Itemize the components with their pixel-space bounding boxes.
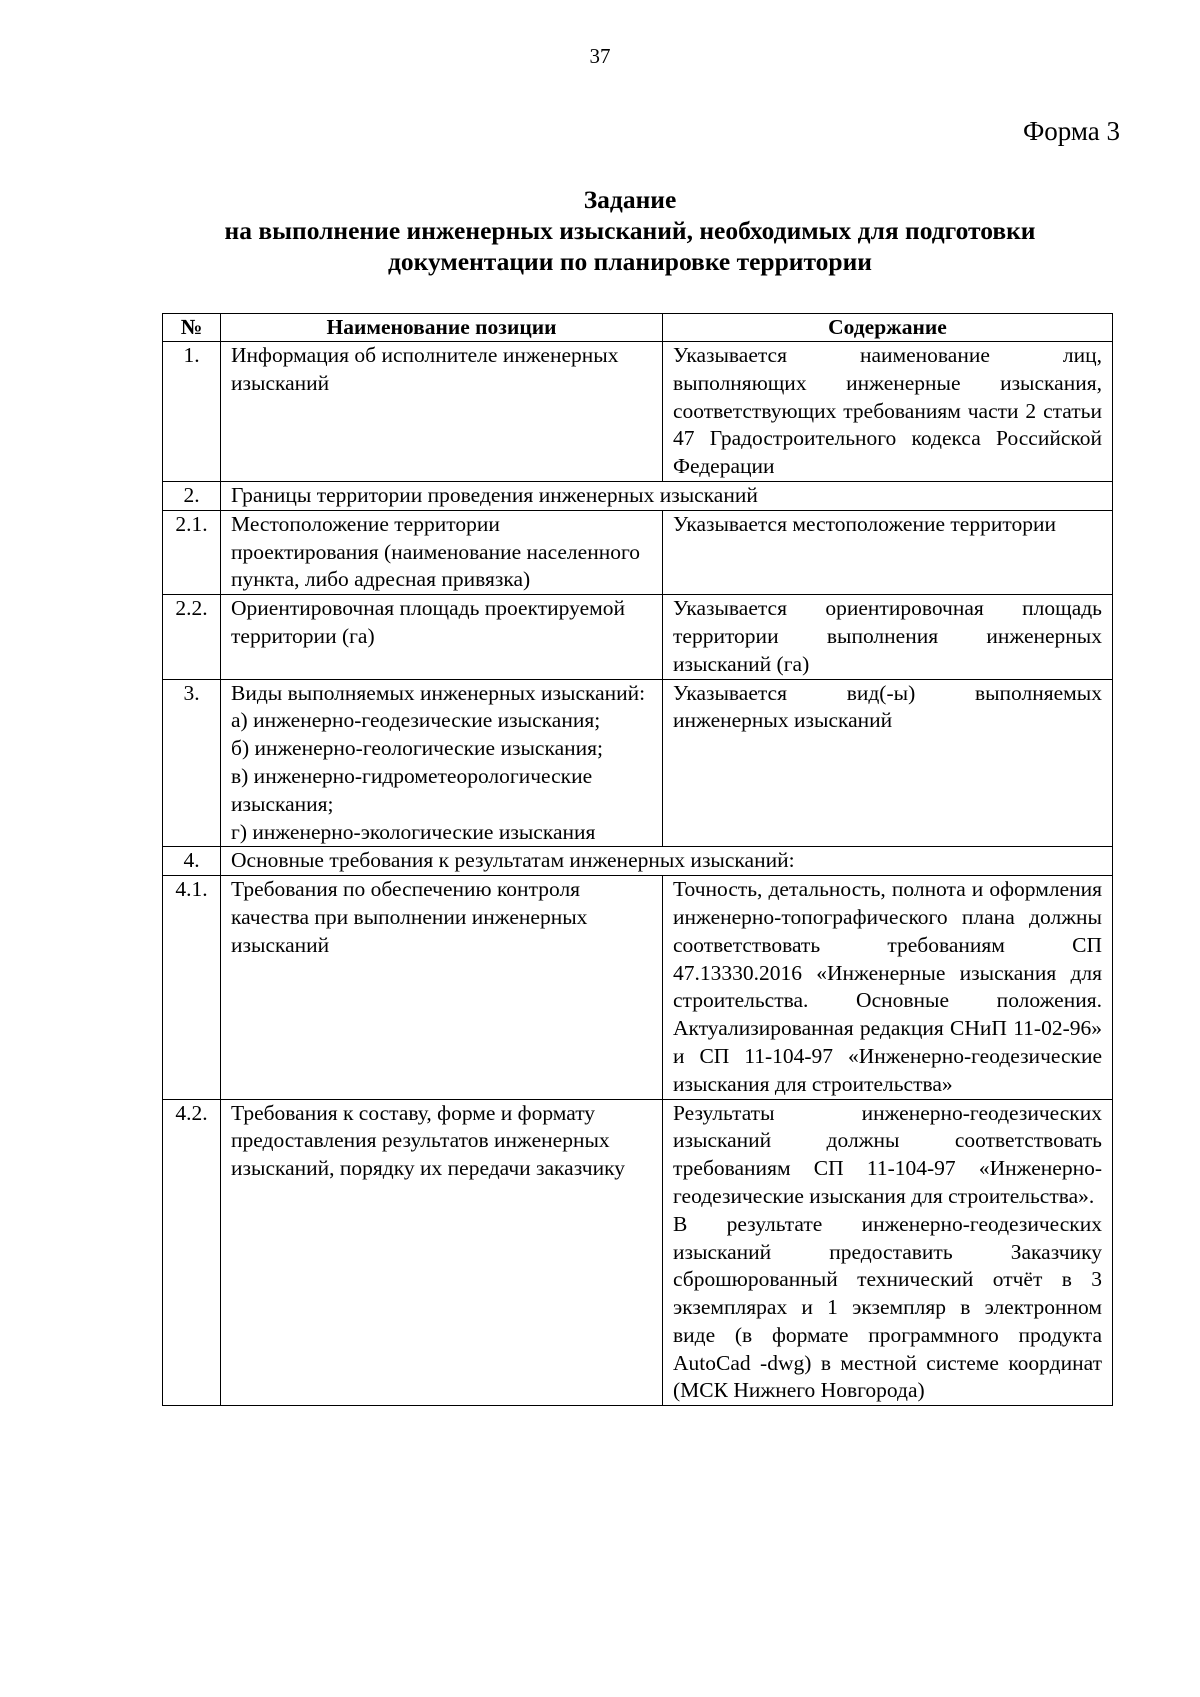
survey-type-item: г) инженерно-экологические изыскания [231, 819, 596, 844]
row-number: 4. [163, 847, 221, 876]
survey-type-item: а) инженерно-геодезические изыскания; [231, 708, 601, 733]
table-row [163, 481, 1113, 510]
row-content [663, 1099, 1113, 1406]
title-line-1: Задание [583, 185, 677, 214]
row-number: 2. [163, 481, 221, 510]
table-row [163, 342, 1113, 482]
row-number: 2.2. [163, 595, 221, 679]
row-number: 4.2. [163, 1099, 221, 1406]
row-number: 4.1. [163, 876, 221, 1099]
table-row [163, 876, 1113, 1099]
table-row [163, 595, 1113, 679]
row-number: 3. [163, 679, 221, 847]
row-content: Указывается вид(-ы) выполняемых инженерных изысканий [663, 679, 1113, 847]
header-name: Наименование позиции [221, 314, 663, 342]
table-row [163, 847, 1113, 876]
row-section-title: Основные требования к результатам инженерных изысканий: [221, 847, 1113, 876]
form-label: Форма 3 [1022, 116, 1120, 146]
row-section-title: Границы территории проведения инженерных изысканий [221, 481, 1113, 510]
table-row [163, 1099, 1113, 1406]
row-name: Ориентировочная площадь проектируемой территории (га) [221, 595, 663, 679]
row-number: 2.1. [163, 510, 221, 594]
survey-types-intro: Виды выполняемых инженерных изысканий: [231, 680, 646, 705]
header-num: № [163, 314, 221, 342]
page-number: 37 [589, 44, 611, 68]
content-paragraph: В результате инженерно-геодезических изысканий предоставить Заказчику сброшюрованный технический отчёт в 3 экземплярах и 1 экземпляр в электронном виде (в формате программного продукта AutoCad -dwg) в местной системе координат (МСК Нижнего Новгорода) [673, 1211, 1102, 1403]
row-name: Информация об исполнителе инженерных изысканий [221, 342, 663, 482]
content-paragraph: Результаты инженерно-геодезических изысканий должны соответствовать требованиям СП 11-104-97 «Инженерно-геодезические изыскания для строительства». [673, 1100, 1102, 1208]
document-title [150, 184, 1110, 277]
survey-type-item: в) инженерно-гидрометеорологические изыскания; [231, 763, 593, 816]
row-content: Точность, детальность, полнота и оформления инженерно-топографического плана должны соответствовать требованиям СП 47.13330.2016 «Инженерные изыскания для строительства. Основные положения. Актуализированная редакция СНиП 11-02-96» и СП 11-104-97 «Инженерно-геодезические изыскания для строительства» [663, 876, 1113, 1099]
table-row [163, 510, 1113, 594]
header-content: Содержание [663, 314, 1113, 342]
table-row [163, 679, 1113, 847]
table-header-row [163, 314, 1113, 342]
row-content: Указывается ориентировочная площадь территории выполнения инженерных изысканий (га) [663, 595, 1113, 679]
row-number: 1. [163, 342, 221, 482]
row-name: Требования по обеспечению контроля качества при выполнении инженерных изысканий [221, 876, 663, 1099]
row-content: Указывается местоположение территории [663, 510, 1113, 594]
row-content: Указывается наименование лиц, выполняющих инженерные изыскания, соответствующих требованиям части 2 статьи 47 Градостроительного кодекса Российской Федерации [663, 342, 1113, 482]
task-table [162, 313, 1113, 1406]
survey-type-item: б) инженерно-геологические изыскания; [231, 736, 603, 761]
row-name [221, 679, 663, 847]
title-line-2: на выполнение инженерных изысканий, необходимых для подготовки [224, 216, 1036, 245]
row-name: Требования к составу, форме и формату предоставления результатов инженерных изысканий, порядку их передачи заказчику [221, 1099, 663, 1406]
title-line-3: документации по планировке территории [388, 247, 872, 276]
row-name: Местоположение территории проектирования (наименование населенного пункта, либо адресная привязка) [221, 510, 663, 594]
